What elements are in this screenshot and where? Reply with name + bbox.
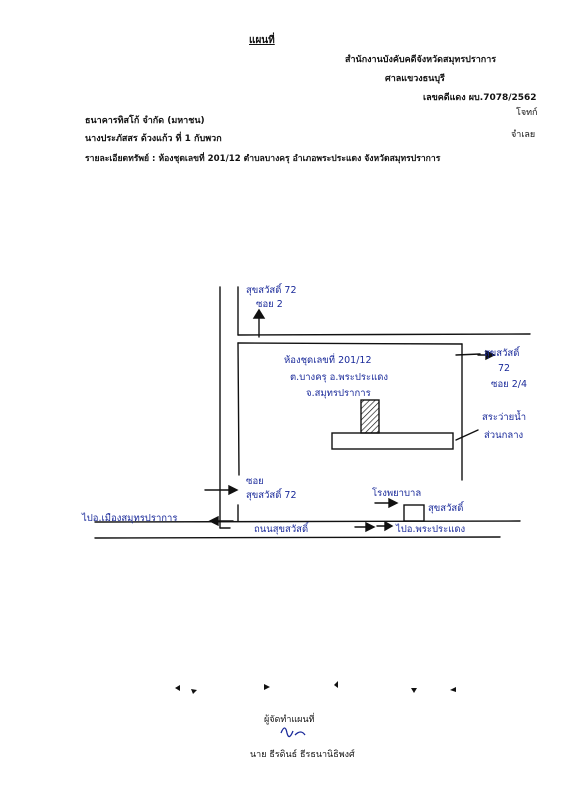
signature-mark xyxy=(281,728,305,737)
enforcement-office: สำนักงานบังคับคดีจังหวัดสมุทรปราการ xyxy=(345,55,497,65)
soi-2-south-edge xyxy=(238,334,530,335)
label-soi: ซอย xyxy=(246,476,264,487)
label-north-soi: สุขสวัสดิ์ 72 xyxy=(246,285,297,296)
label-unit-province: จ.สมุทรปราการ xyxy=(306,388,371,399)
label-to-samut-prakan: ไปอ.เมืองสมุทรปราการ xyxy=(82,513,178,524)
hospital-box xyxy=(404,505,424,521)
plaintiff-role: โจทก์ xyxy=(516,108,538,118)
court-name: ศาลแขวงธนบุรี xyxy=(385,74,445,84)
label-to-phra-pradaeng: ไปอ.พระประแดง xyxy=(396,524,466,535)
signature-label: ผู้จัดทำแผนที่ xyxy=(264,715,315,725)
label-east-soi-2-4: ซอย 2/4 xyxy=(491,379,528,390)
compound-top-edge xyxy=(238,343,462,344)
road-south-edge xyxy=(95,537,500,538)
label-hospital-name: สุขสวัสดิ์ xyxy=(428,503,464,514)
document-title: แผนที่ xyxy=(249,35,275,46)
label-unit-number: ห้องชุดเลขที่ 201/12 xyxy=(284,355,372,366)
case-number: เลขคดีแดง ผบ.7078/2562 xyxy=(423,93,537,103)
property-details: รายละเอียดทรัพย์ : ห้องชุดเลขที่ 201/12 ตำบลบางครุ อำเภอพระประแดง จังหวัดสมุทรปราการ xyxy=(85,154,441,164)
label-east-soi-num: 72 xyxy=(498,363,511,374)
unit-location-marker xyxy=(361,400,379,433)
label-pool-common: ส่วนกลาง xyxy=(484,430,524,441)
label-hospital: โรงพยาบาล xyxy=(372,488,422,499)
plaintiff-name: ธนาคารทิสโก้ จำกัด (มหาชน) xyxy=(85,116,205,126)
defendant-name: นางประภัสสร ด้วงแก้ว ที่ 1 กับพวก xyxy=(85,134,222,144)
label-main-road: ถนนสุขสวัสดิ์ xyxy=(254,524,309,535)
label-pool: สระว่ายน้ำ xyxy=(482,412,527,423)
signer-name: นาย ธีรดินธ์ ธีรธนานิธิพงศ์ xyxy=(250,750,355,760)
label-soi-name: สุขสวัสดิ์ 72 xyxy=(246,490,297,501)
compound-left-edge xyxy=(238,343,239,475)
defendant-role: จำเลย xyxy=(511,130,536,140)
label-unit-district: ต.บางครุ อ.พระประแดง xyxy=(290,372,389,383)
label-north-soi-2: ซอย 2 xyxy=(256,299,283,310)
label-east-soi: สุขสวัสดิ์ xyxy=(484,348,520,359)
condo-building xyxy=(332,433,453,449)
